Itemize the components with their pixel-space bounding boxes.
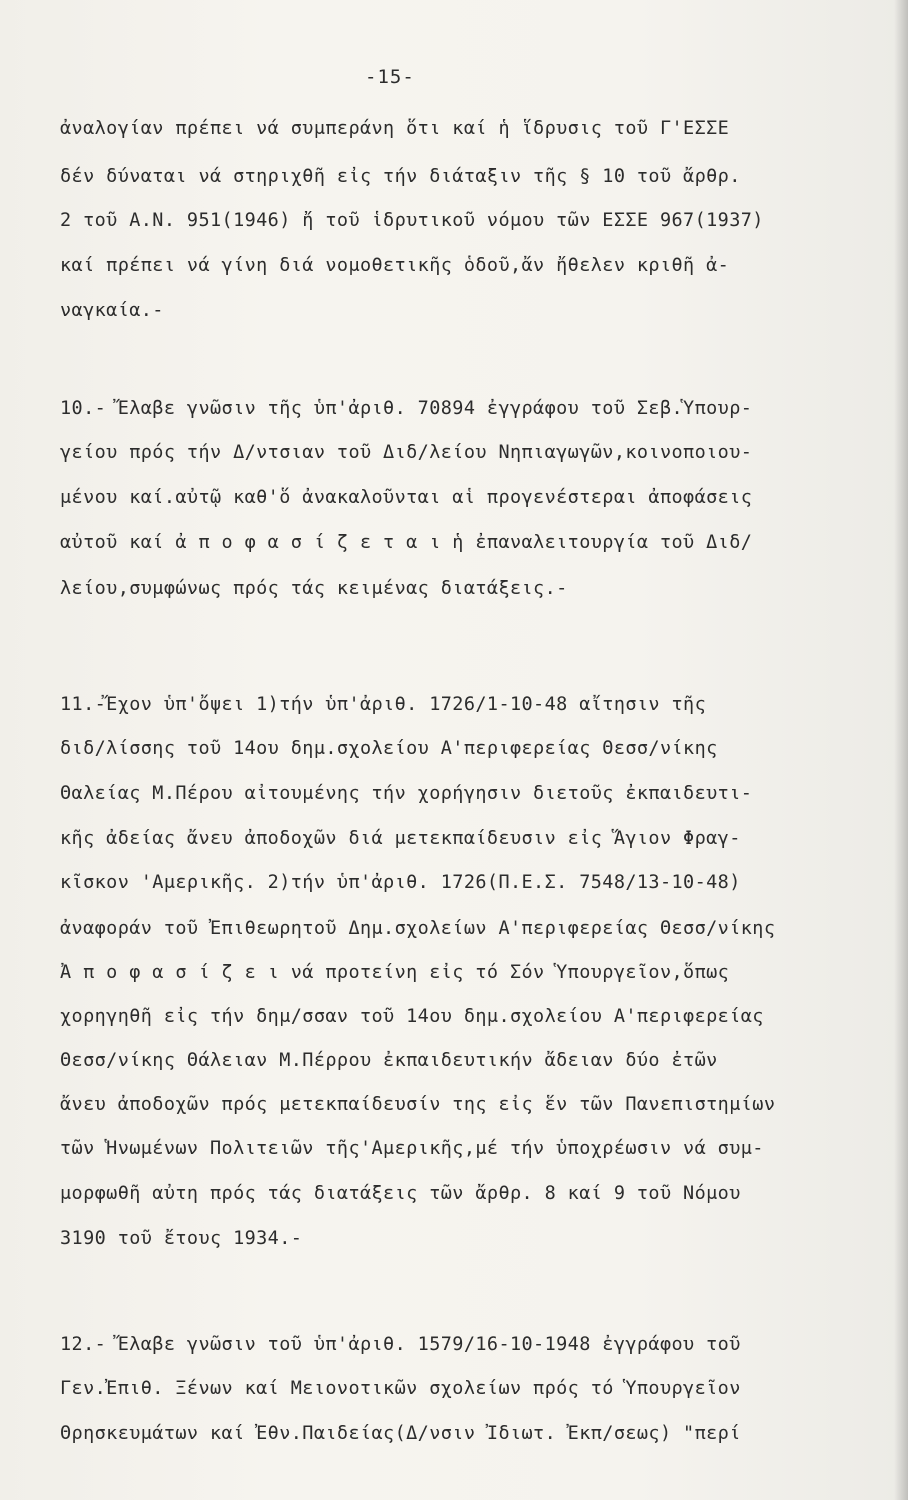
paragraph-3-line-5: κῖσκον 'Αμερικῆς. 2)τήν ὑπ'ἀριθ. 1726(Π.Ε.Σ. 7548/13-10-48) [60, 872, 741, 893]
paragraph-3-line-12: μορφωθῆ αὐτη πρός τάς διατάξεις τῶν ἄρθρ. 8 καί 9 τοῦ Νόμου [60, 1183, 741, 1204]
paragraph-3-line-2: διδ/λίσσης τοῦ 14ου δημ.σχολείου Α'περιφερείας Θεσσ/νίκης [60, 738, 718, 759]
paragraph-3-line-4: κῆς ἀδείας ἄνευ ἀποδοχῶν διά μετεκπαίδευσιν εἰς Ἅγιον Φραγ- [60, 828, 741, 849]
page-number: -15- [365, 66, 415, 88]
paragraph-1-line-5: ναγκαία.- [60, 300, 164, 321]
paragraph-4-line-3: Θρησκευμάτων καί Ἐθν.Παιδείας(Δ/νσιν Ἰδιωτ. Ἐκπ/σεως) "περί [60, 1423, 741, 1444]
paragraph-3-line-1: 11.-Ἔχον ὑπ'ὄψει 1)τήν ὑπ'ἀριθ. 1726/1-10-48 αἴτησιν τῆς [60, 694, 707, 715]
paragraph-3-line-6: ἀναφοράν τοῦ Ἐπιθεωρητοῦ Δημ.σχολείων Α'περιφερείας Θεσσ/νίκης [60, 918, 776, 939]
paragraph-3-line-13: 3190 τοῦ ἔτους 1934.- [60, 1228, 303, 1249]
paragraph-2-line-1: 10.- Ἔλαβε γνῶσιν τῆς ὑπ'ἀριθ. 70894 ἐγγράφου τοῦ Σεβ.Ὑπουρ- [60, 398, 753, 419]
paragraph-1-line-4: καί πρέπει νά γίνη διά νομοθετικῆς ὁδοῦ,ἄν ἤθελεν κριθῆ ἀ- [60, 255, 730, 276]
paragraph-2-line-5: λείου,συμφώνως πρός τάς κειμένας διατάξεις.- [60, 578, 568, 599]
paragraph-4-line-1: 12.- Ἔλαβε γνῶσιν τοῦ ὑπ'ἀριθ. 1579/16-10-1948 ἐγγράφου τοῦ [60, 1334, 741, 1355]
paragraph-1-line-1: ἀναλογίαν πρέπει νά συμπεράνη ὅτι καί ἡ ἵδρυσις τοῦ Γ'ΕΣΣΕ [60, 118, 730, 139]
paragraph-3-line-8: χορηγηθῆ εἰς τήν δημ/σσαν τοῦ 14ου δημ.σχολείου Α'περιφερείας [60, 1006, 764, 1027]
paragraph-3-line-7: Ἀ π ο φ α σ ί ζ ε ι νά προτείνη εἰς τό Σόν Ὑπουργεῖον,ὅπως [60, 962, 730, 983]
paragraph-4-line-2: Γεν.Ἐπιθ. Ξένων καί Μειονοτικῶν σχολείων πρός τό Ὑπουργεῖον [60, 1378, 741, 1399]
paragraph-3-line-10: ἄνευ ἀποδοχῶν πρός μετεκπαίδευσίν της εἰς ἕν τῶν Πανεπιστημίων [60, 1094, 776, 1115]
paragraph-2-line-2: γείου πρός τήν Δ/ντσιαν τοῦ Διδ/λείου Νηπιαγωγῶν,κοινοποιου- [60, 442, 753, 463]
paragraph-3-line-11: τῶν Ἡνωμένων Πολιτειῶν τῆς'Αμερικῆς,μέ τήν ὑποχρέωσιν νά συμ- [60, 1138, 764, 1159]
paragraph-1-line-3: 2 τοῦ Α.Ν. 951(1946) ἤ τοῦ ἱδρυτικοῦ νόμου τῶν ΕΣΣΕ 967(1937) [60, 210, 764, 231]
paragraph-3-line-3: Θαλείας Μ.Πέρου αἰτουμένης τήν χορήγησιν διετοῦς ἐκπαιδευτι- [60, 783, 753, 804]
paragraph-2-line-4: αὐτοῦ καί ἀ π ο φ α σ ί ζ ε τ α ι ἡ ἐπαναλειτουργία τοῦ Διδ/ [60, 532, 753, 553]
paragraph-1-line-2: δέν δύναται νά στηριχθῆ εἰς τήν διάταξιν τῆς § 10 τοῦ ἄρθρ. [60, 166, 741, 187]
paragraph-3-line-9: Θεσσ/νίκης Θάλειαν Μ.Πέρρου ἐκπαιδευτικήν ἄδειαν δύο ἐτῶν [60, 1050, 718, 1071]
paragraph-2-line-3: μένου καί.αὐτῷ καθ'ὅ ἀνακαλοῦνται αἱ προγενέστεραι ἀποφάσεις [60, 487, 753, 508]
